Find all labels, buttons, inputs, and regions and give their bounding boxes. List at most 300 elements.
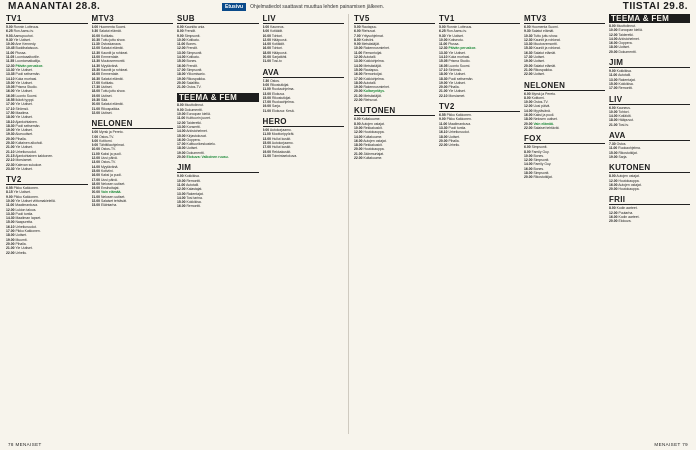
program-time: 16.00 bbox=[177, 137, 186, 142]
program-time: 16.00 bbox=[524, 113, 533, 118]
listing-column bbox=[352, 14, 437, 434]
program-title: Sarja. bbox=[271, 104, 281, 109]
program-title: Kotiviini. bbox=[361, 37, 375, 42]
program-time: 20.00 bbox=[439, 138, 448, 143]
program-title: Simpsonit. bbox=[184, 33, 201, 38]
program-title: Pikku Kakkonen. bbox=[13, 186, 39, 191]
program-time: 21.00 bbox=[91, 194, 100, 199]
program-title: Prisma Studio. bbox=[15, 85, 38, 90]
program-time: 22.10 bbox=[439, 93, 448, 98]
program-time: 19.30 bbox=[91, 98, 100, 103]
program-title: Pikku Kakkonen. bbox=[13, 194, 39, 199]
listing-column bbox=[437, 14, 522, 434]
program-time: 18.00 bbox=[91, 181, 100, 186]
program-title: Ostos-TV. bbox=[533, 100, 549, 105]
program-title: Yritysohjelmat. bbox=[361, 33, 384, 38]
program-time: 20.00 bbox=[524, 63, 533, 68]
program-listing bbox=[263, 109, 345, 113]
program-title: Bones. bbox=[186, 59, 198, 64]
program-title: Rakennusmiehet. bbox=[363, 46, 390, 51]
channel-name: JIM bbox=[609, 58, 690, 68]
program-title: Ooppera. bbox=[186, 137, 201, 142]
program-time: 14.00 bbox=[354, 63, 363, 68]
program-time: 7.30 bbox=[609, 142, 616, 147]
program-title: Kauniita unia. bbox=[184, 25, 206, 29]
program-title: Sarjatähti. bbox=[271, 55, 288, 60]
program-time: 20.00 bbox=[609, 49, 618, 54]
program-listing bbox=[177, 155, 259, 159]
program-title: Huomenta Suomi. bbox=[531, 25, 559, 29]
program-time: 13.30 bbox=[439, 125, 448, 130]
program-title: Remontoijat. bbox=[363, 50, 383, 55]
program-title: Tohtori. bbox=[271, 33, 284, 38]
program-title: Yle Uutiset. bbox=[13, 190, 31, 195]
program-title: Emmerdale. bbox=[100, 72, 120, 77]
program-time: 18.00 bbox=[177, 146, 186, 151]
program-title: Kotiäidit. bbox=[618, 114, 632, 119]
program-time: 17.00 bbox=[609, 86, 618, 91]
program-title: Kirjastokuvat. bbox=[186, 133, 207, 138]
program-time: 21.00 bbox=[91, 106, 100, 111]
program-title: Kokkiohjelma. bbox=[363, 76, 385, 81]
program-listing bbox=[524, 72, 605, 76]
channel-block bbox=[6, 175, 88, 255]
program-time: 8.00 bbox=[609, 206, 616, 211]
program-time: 13.00 bbox=[177, 50, 186, 55]
program-time: 8.00 bbox=[354, 121, 361, 126]
program-title: Muutosremontti. bbox=[533, 42, 558, 47]
program-title: Muuttolinnut. bbox=[616, 24, 636, 28]
program-time: 16.00 bbox=[6, 89, 15, 94]
program-time: 14.10 bbox=[439, 55, 448, 60]
program-time: 9.00 bbox=[439, 117, 446, 122]
channel-block bbox=[524, 134, 605, 179]
program-time: 5.00 bbox=[354, 25, 361, 29]
program-time: 11.00 bbox=[439, 121, 448, 126]
program-title: Uutiset. bbox=[100, 110, 113, 115]
program-title: Elokuva: Valkoinen ruusu. bbox=[186, 155, 229, 160]
program-time: 12.00 bbox=[524, 158, 533, 163]
channel-name: LIV bbox=[263, 14, 345, 24]
program-title: Kaksi ja puoli. bbox=[100, 151, 122, 156]
program-time: 22.00 bbox=[354, 156, 363, 161]
program-title: Maailma. bbox=[15, 110, 30, 115]
program-title: Rakennusmiehet. bbox=[363, 85, 390, 90]
program-time: 8.00 bbox=[524, 149, 531, 154]
program-time: 22.30 bbox=[6, 162, 15, 167]
program-title: Hääpuvut. bbox=[271, 50, 288, 55]
program-time: 21.00 bbox=[177, 85, 186, 90]
program-title: Salaiset tehtävät. bbox=[533, 125, 560, 130]
channel-block bbox=[354, 106, 435, 160]
program-time: 10.00 bbox=[524, 153, 533, 158]
program-title: Huutokauppa. bbox=[618, 178, 640, 183]
program-title: Metsästäjät. bbox=[361, 42, 380, 47]
program-title: Sarja. bbox=[618, 154, 628, 159]
program-time: 16.00 bbox=[91, 173, 100, 178]
program-time: 9.00 bbox=[262, 82, 270, 87]
program-title: Kokkikisa. bbox=[616, 69, 632, 74]
program-title: Bones. bbox=[533, 166, 545, 171]
program-title: Salaliitto. bbox=[186, 80, 201, 85]
program-title: Emmerdale. bbox=[100, 55, 120, 60]
program-title: Kulttuurin juuret. bbox=[186, 116, 211, 121]
program-time: 21.10 bbox=[6, 149, 15, 154]
program-title: Nelosen uutiset. bbox=[100, 181, 126, 186]
channel-name: TEEMA & FEM bbox=[609, 14, 690, 23]
program-time: 16.00 bbox=[354, 138, 363, 143]
program-time: 21.00 bbox=[262, 59, 271, 64]
listing-column bbox=[4, 14, 90, 434]
program-title: Strömsö. bbox=[15, 106, 30, 111]
banner-badge[interactable]: Etusivu bbox=[222, 3, 246, 11]
program-title: Toimintaelokuva. bbox=[271, 153, 298, 158]
program-title: Euroopan kieliä. bbox=[618, 28, 643, 33]
left-page bbox=[4, 14, 346, 434]
program-time: 11.00 bbox=[439, 42, 448, 47]
program-title: Hullut kuskit. bbox=[271, 145, 292, 150]
program-title: Vain elämää. bbox=[533, 121, 554, 126]
program-title: Ostos. bbox=[270, 78, 280, 83]
program-title: Myrsk ja Pereto. bbox=[99, 130, 124, 135]
program-time: 22.00 bbox=[524, 125, 533, 130]
program-title: Kotiviini. bbox=[100, 168, 114, 173]
program-title: Family Guy. bbox=[531, 149, 550, 154]
program-listing bbox=[609, 86, 690, 90]
program-listing bbox=[524, 175, 605, 179]
channel-name: KUTONEN bbox=[609, 163, 690, 173]
program-title: Tosi tarina. bbox=[186, 195, 203, 200]
program-title: Ostos-TV. bbox=[100, 160, 116, 165]
program-title: Kauniit ja rohkeat. bbox=[533, 46, 561, 51]
program-title: Ooppera. bbox=[618, 41, 633, 46]
channel-block bbox=[524, 81, 605, 131]
program-title: Pihalla. bbox=[15, 136, 27, 141]
program-time: 10.00 bbox=[6, 42, 15, 47]
program-title: Dokumentti. bbox=[184, 107, 203, 112]
program-time: 11.00 bbox=[177, 182, 186, 187]
channel-name: FRII bbox=[609, 195, 690, 205]
program-time: 22.00 bbox=[6, 250, 15, 255]
program-time: 12.00 bbox=[177, 187, 186, 192]
channel-name: TV1 bbox=[439, 14, 520, 24]
program-time: 17.00 bbox=[177, 142, 186, 147]
program-title: Maailmankuva. bbox=[15, 203, 39, 208]
program-listing bbox=[609, 123, 690, 127]
program-title: Puutarha. bbox=[618, 210, 634, 215]
program-time: 10.00 bbox=[609, 28, 618, 33]
program-title: Rikostutkijat. bbox=[618, 150, 638, 155]
program-time: 14.00 bbox=[354, 134, 363, 139]
program-listing bbox=[439, 94, 520, 98]
program-title: Elokuva: Kesä. bbox=[271, 108, 295, 113]
program-title: Autojen ostajat. bbox=[361, 121, 385, 126]
program-title: Prisma Studio. bbox=[448, 59, 471, 64]
program-time: 21.00 bbox=[262, 153, 271, 158]
program-time: 6.00 bbox=[354, 29, 361, 34]
program-title: Yle Uutiset. bbox=[15, 128, 33, 133]
program-title: Puoli tuntia. bbox=[448, 125, 467, 130]
program-time: 15.00 bbox=[177, 200, 186, 205]
program-title: Pihalla. bbox=[448, 138, 460, 143]
program-time: 13.30 bbox=[91, 59, 100, 64]
program-title: Metsästäjät. bbox=[363, 93, 382, 98]
program-time: 8.00 bbox=[177, 103, 184, 108]
program-title: Jäänmurtajat. bbox=[363, 151, 384, 156]
program-time: 10.00 bbox=[6, 198, 15, 203]
program-title: Myytävänä. bbox=[100, 164, 119, 169]
program-time: 12.00 bbox=[354, 130, 363, 135]
program-time: 11.00 bbox=[177, 42, 186, 47]
program-time: 14.00 bbox=[91, 164, 100, 169]
channel-name: TV2 bbox=[439, 102, 520, 112]
program-title: Rakentajat. bbox=[186, 191, 204, 196]
program-time: 12.00 bbox=[6, 207, 15, 212]
program-title: Frendit. bbox=[186, 63, 198, 68]
program-title: Moottoripyörät. bbox=[271, 132, 295, 137]
program-title: Bones. bbox=[186, 42, 197, 47]
channel-block bbox=[177, 163, 259, 208]
program-time: 15.00 bbox=[262, 140, 271, 145]
program-time: 20.00 bbox=[262, 55, 271, 60]
program-title: Päivän peruskoe. bbox=[448, 46, 477, 51]
program-title: Ostos-TV. bbox=[100, 147, 116, 152]
program-time: 16.00 bbox=[262, 46, 271, 51]
program-time: 18.30 bbox=[6, 123, 15, 128]
program-title: Family Guy. bbox=[533, 162, 552, 167]
program-time: 6.00 bbox=[524, 25, 531, 29]
program-time: 13.00 bbox=[354, 59, 363, 64]
program-time: 12.00 bbox=[91, 46, 100, 51]
program-listing bbox=[439, 143, 520, 147]
program-time: 8.00 bbox=[524, 95, 531, 100]
program-title: Kotitorni. bbox=[99, 138, 113, 143]
program-time: 12.00 bbox=[177, 120, 186, 125]
program-time: 6.55 bbox=[439, 113, 446, 118]
program-listing bbox=[609, 155, 690, 159]
program-time: 20.00 bbox=[439, 85, 448, 90]
program-time: 16.30 bbox=[91, 76, 100, 81]
program-title: Kotikatu. bbox=[186, 55, 200, 60]
program-title: Rikostutkijat. bbox=[270, 82, 290, 87]
program-title: Yle Uutiset. bbox=[448, 50, 466, 55]
program-time: 17.00 bbox=[6, 102, 15, 107]
channel-name: NELONEN bbox=[524, 81, 605, 91]
program-time: 18.10 bbox=[6, 119, 15, 124]
program-time: 20.00 bbox=[609, 187, 618, 192]
program-time: 17.00 bbox=[6, 229, 15, 234]
program-time: 21.00 bbox=[524, 67, 533, 72]
program-time: 15.05 bbox=[439, 59, 448, 64]
program-title: Simpsonit. bbox=[186, 67, 203, 72]
program-title: Huutokauppa. bbox=[618, 187, 640, 192]
program-title: Riehuvat. bbox=[363, 98, 378, 103]
program-title: Rakentajat. bbox=[618, 77, 636, 82]
program-title: Dokumentti. bbox=[186, 150, 205, 155]
program-title: Huutokauppa. bbox=[363, 130, 385, 135]
program-time: 10.00 bbox=[91, 147, 100, 152]
program-title: Kauneus. bbox=[616, 105, 631, 110]
program-time: 18.00 bbox=[524, 117, 533, 122]
program-time: 8.00 bbox=[609, 24, 616, 28]
program-time: 9.00 bbox=[177, 174, 184, 179]
program-time: 19.00 bbox=[91, 93, 100, 98]
program-title: Uusi päivä. bbox=[100, 156, 118, 161]
program-listing bbox=[6, 167, 88, 171]
program-time: 18.00 bbox=[354, 143, 363, 148]
program-time: 11.00 bbox=[6, 203, 15, 208]
program-time: 12.30 bbox=[91, 50, 100, 55]
program-title: Puoli seitsemän. bbox=[448, 76, 474, 81]
program-title: Plussa. bbox=[448, 42, 460, 47]
program-time: 23.30 bbox=[6, 166, 15, 171]
program-title: Huomenta Suomi. bbox=[99, 25, 127, 29]
banner bbox=[222, 2, 474, 11]
program-time: 11.00 bbox=[354, 50, 363, 55]
program-time: 16.00 bbox=[609, 215, 618, 220]
program-listing bbox=[263, 59, 345, 63]
program-title: Luonto Suomi. bbox=[448, 63, 471, 68]
program-time: 19.00 bbox=[6, 237, 15, 242]
program-title: Rekkakuskit. bbox=[271, 149, 292, 154]
program-title: Pikku Kakkonen. bbox=[446, 113, 472, 118]
program-title: Myytävänä. bbox=[100, 63, 119, 68]
program-title: Bones. bbox=[533, 153, 545, 158]
program-time: 21.00 bbox=[6, 145, 15, 150]
program-time: 20.00 bbox=[354, 147, 363, 152]
channel-block bbox=[524, 14, 605, 77]
channel-name: AVA bbox=[263, 68, 345, 78]
program-time: 12.00 bbox=[177, 46, 186, 51]
program-time: 7.00 bbox=[91, 134, 99, 139]
program-title: Urheilu. bbox=[15, 250, 28, 255]
channel-block bbox=[263, 14, 345, 64]
program-title: Muutosremontti. bbox=[100, 59, 126, 64]
program-time: 14.00 bbox=[524, 162, 533, 167]
program-title: Uusi päivä. bbox=[533, 104, 551, 109]
program-title: Puoli tuntia. bbox=[15, 211, 34, 216]
program-time: 12.00 bbox=[609, 210, 618, 215]
channel-name: MTV3 bbox=[92, 14, 174, 24]
program-time: 13.30 bbox=[439, 50, 448, 55]
program-time: 17.00 bbox=[354, 76, 363, 81]
program-title: Elokuva. bbox=[271, 91, 285, 96]
program-title: Taideretki. bbox=[186, 120, 202, 125]
program-time: 11.00 bbox=[91, 151, 100, 156]
program-title: Uutiset. bbox=[533, 59, 545, 64]
channel-name: MTV3 bbox=[524, 14, 605, 24]
program-title: Ylikomisario. bbox=[186, 72, 206, 77]
program-time: 13.00 bbox=[262, 136, 271, 141]
program-time: 20.30 bbox=[6, 141, 15, 146]
program-time: 6.55 bbox=[6, 186, 13, 191]
program-time: 15.00 bbox=[91, 168, 100, 173]
program-title: Tuttu juttu show. bbox=[100, 89, 126, 94]
program-title: Urheiluruudut. bbox=[15, 224, 37, 229]
program-title: Yle Uutiset. bbox=[15, 166, 33, 171]
program-title: Ron Aamu-tv. bbox=[446, 29, 467, 34]
program-title: Tosi-tv. bbox=[618, 122, 629, 127]
program-title: Arkistohelmet. bbox=[186, 129, 208, 134]
program-time: 13.30 bbox=[6, 211, 15, 216]
channel-block bbox=[92, 14, 174, 115]
program-time: 18.00 bbox=[609, 45, 618, 50]
program-time: 17.00 bbox=[91, 177, 100, 182]
program-time: 19.00 bbox=[524, 59, 533, 64]
program-time: 12.00 bbox=[609, 32, 618, 37]
channel-name: NELONEN bbox=[92, 119, 174, 129]
program-time: 16.10 bbox=[439, 130, 448, 135]
channel-name: TV1 bbox=[6, 14, 88, 24]
program-title: Uusi päivä. bbox=[100, 177, 118, 182]
program-title: Konsertti. bbox=[186, 124, 201, 129]
program-title: Pikku Kakkonen. bbox=[446, 117, 472, 122]
program-title: Päivän peruskoe. bbox=[15, 63, 44, 68]
program-title: Euroopan kieliä. bbox=[186, 112, 211, 117]
program-time: 21.00 bbox=[354, 93, 363, 98]
channel-block bbox=[92, 119, 174, 207]
program-title: Kalevan sukukoe. bbox=[15, 162, 43, 167]
program-time: 10.30 bbox=[524, 33, 533, 38]
program-time: 15.05 bbox=[6, 85, 15, 90]
program-title: Rekkakuskit. bbox=[363, 125, 383, 130]
program-time: 15.30 bbox=[524, 46, 533, 51]
program-time: 13.00 bbox=[91, 160, 100, 165]
program-title: Tosi-tv. bbox=[271, 59, 283, 64]
program-title: Riehuvat. bbox=[361, 29, 376, 34]
program-time: 6.00 bbox=[524, 145, 531, 150]
channel-block bbox=[439, 14, 520, 98]
program-time: 17.00 bbox=[262, 100, 271, 105]
program-time: 20.00 bbox=[524, 175, 533, 180]
program-time: 16.05 bbox=[439, 63, 448, 68]
channel-name: TV2 bbox=[6, 175, 88, 185]
program-time: 17.30 bbox=[524, 55, 533, 60]
program-title: Tuttu juttu show. bbox=[100, 37, 126, 42]
program-time: 11.00 bbox=[262, 87, 271, 92]
program-time: 11.05 bbox=[6, 55, 15, 60]
program-title: Kotikatu. bbox=[100, 33, 115, 38]
program-time: 16.00 bbox=[609, 182, 618, 187]
program-time: 14.00 bbox=[262, 42, 271, 47]
program-title: Kultainen alkoholi. bbox=[15, 141, 43, 146]
program-title: Ron Aamu-tv. bbox=[13, 29, 34, 34]
program-time: 22.00 bbox=[524, 72, 533, 77]
program-time: 7.00 bbox=[354, 33, 361, 38]
program-time: 13.30 bbox=[6, 67, 15, 72]
listing-column bbox=[522, 14, 607, 434]
program-time: 9.00 bbox=[609, 69, 616, 74]
program-title: Rikostutkijat. bbox=[271, 95, 292, 100]
program-title: Uutiset. bbox=[186, 146, 198, 151]
program-title: Puoli seitsemän. bbox=[15, 123, 41, 128]
program-time: 15.00 bbox=[6, 80, 15, 85]
program-title: Rikospaikka. bbox=[533, 67, 553, 72]
program-time: 21.15 bbox=[6, 153, 15, 158]
program-title: Simpsonit. bbox=[531, 145, 548, 150]
program-title: Kultaryntäys. bbox=[363, 89, 385, 94]
program-time: 13.00 bbox=[609, 77, 618, 82]
program-title: Tohtori. bbox=[618, 109, 630, 114]
program-title: Autotalli. bbox=[363, 80, 377, 85]
program-title: Remontti. bbox=[186, 178, 201, 183]
program-title: Myrsk ja Pereto. bbox=[531, 91, 557, 96]
program-title: Strömsö. bbox=[448, 67, 463, 72]
program-time: 19.00 bbox=[354, 85, 363, 90]
program-time: 6.00 bbox=[91, 130, 99, 135]
program-time: 20.00 bbox=[91, 190, 100, 195]
program-title: Kokkikisa. bbox=[186, 200, 202, 205]
